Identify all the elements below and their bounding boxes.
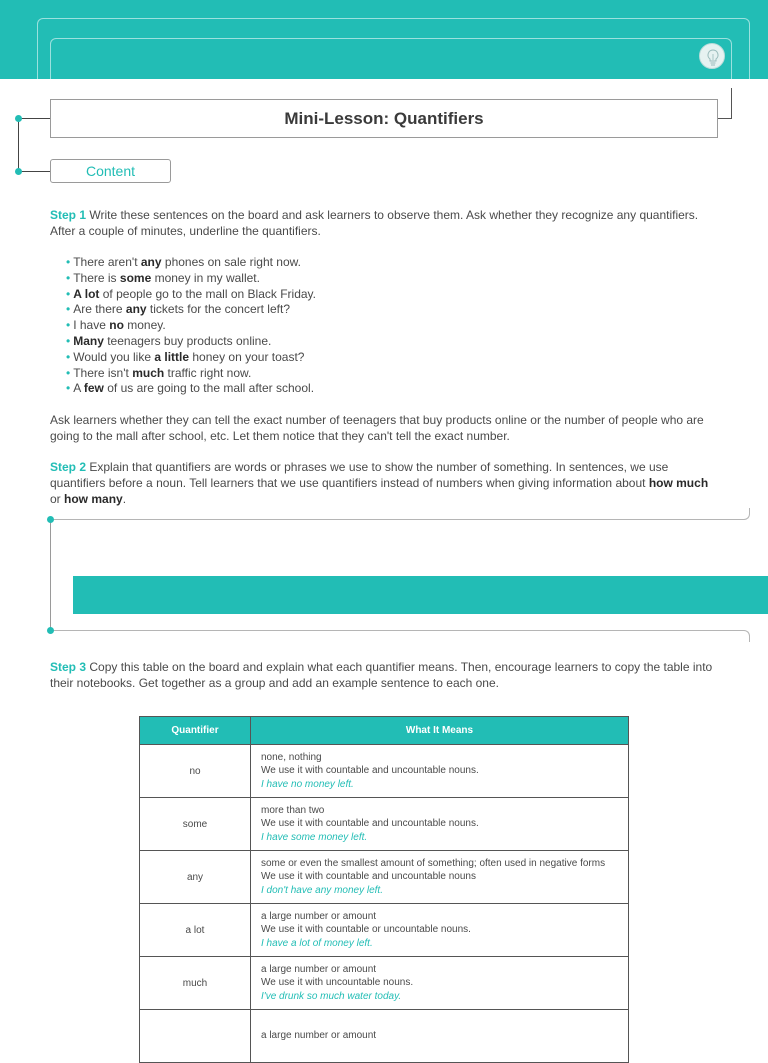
step-3-label: Step 3 bbox=[50, 660, 87, 674]
connector-dot bbox=[47, 627, 54, 634]
step-1-label: Step 1 bbox=[50, 208, 87, 222]
list-item: • I have no money. bbox=[66, 318, 566, 334]
connector-dot bbox=[15, 115, 22, 122]
table-row bbox=[140, 957, 629, 1010]
section-frame bbox=[50, 519, 750, 631]
meaning-cell: none, nothing We use it with countable and uncountable nouns. I have no money left. bbox=[251, 745, 629, 798]
table-row bbox=[140, 851, 629, 904]
connector-dot bbox=[47, 516, 54, 523]
quantifier-cell: a lot bbox=[140, 904, 251, 957]
connector-line bbox=[18, 118, 19, 172]
table-row bbox=[140, 798, 629, 851]
lesson-title-box bbox=[50, 99, 718, 138]
section-frame bbox=[50, 630, 750, 642]
step-2-paragraph: Step 2 Explain that quantifiers are words or phrases we use to show the number of something. In sentences, we use quantifiers before a noun. Tell learners that we use quantifiers instead of numbers when giving information about how much or how many. bbox=[50, 460, 709, 506]
meaning-cell: more than two We use it with countable and uncountable nouns. I have some money left. bbox=[251, 798, 629, 851]
meaning-cell: a large number or amount We use it with countable or uncountable nouns. I have a lot of money left. bbox=[251, 904, 629, 957]
page-title: Mini-Lesson: Quantifiers bbox=[284, 108, 484, 128]
table-header-meaning: What It Means bbox=[251, 717, 629, 745]
connector-line bbox=[18, 118, 50, 119]
connector-line bbox=[731, 88, 732, 119]
step-1-paragraph bbox=[50, 207, 720, 239]
lightbulb-icon bbox=[699, 43, 725, 69]
table-header-quantifier: Quantifier bbox=[140, 717, 251, 745]
meaning-cell: a large number or amount We use it with uncountable nouns. I've drunk so much water today. bbox=[251, 957, 629, 1010]
section-tab-label: Content bbox=[85, 163, 136, 179]
quantifier-cell bbox=[140, 1010, 251, 1063]
list-item: • There isn't much traffic right now. bbox=[66, 366, 566, 382]
quantifier-cell: some bbox=[140, 798, 251, 851]
meaning-cell: a large number or amount bbox=[251, 1010, 629, 1063]
quantifier-cell: any bbox=[140, 851, 251, 904]
connector-dot bbox=[15, 168, 22, 175]
list-item: • Are there any tickets for the concert left? bbox=[66, 302, 566, 318]
example-sentence-list bbox=[66, 255, 566, 397]
section-tab-content bbox=[50, 159, 171, 183]
quantifier-cell: no bbox=[140, 745, 251, 798]
list-item: • There is some money in my wallet. bbox=[66, 271, 566, 287]
table-row bbox=[140, 904, 629, 957]
connector-line bbox=[18, 171, 50, 172]
header-frame-inner bbox=[50, 38, 732, 88]
list-item: • Many teenagers buy products online. bbox=[66, 334, 566, 350]
list-item: • A lot of people go to the mall on Black Friday. bbox=[66, 287, 566, 303]
table-row bbox=[140, 745, 629, 798]
quantifier-table bbox=[139, 716, 629, 1063]
follow-up-paragraph: Ask learners whether they can tell the exact number of teenagers that buy products online or the number of people who are going to the mall after school, etc. Let them notice that they can't tell the exact number. bbox=[50, 413, 704, 443]
meaning-cell: some or even the smallest amount of something; often used in negative forms We use it with countable and uncountable nouns I don't have any money left. bbox=[251, 851, 629, 904]
section-divider-bar bbox=[73, 576, 768, 614]
list-item: • Would you like a little honey on your toast? bbox=[66, 350, 566, 366]
quantifier-cell: much bbox=[140, 957, 251, 1010]
step-2-label: Step 2 bbox=[50, 460, 87, 474]
list-item: • A few of us are going to the mall after school. bbox=[66, 381, 566, 397]
step-3-paragraph: Step 3 Copy this table on the board and explain what each quantifier means. Then, encourage learners to copy the table into their notebooks. Get together as a group and add an example sentence to each one. bbox=[50, 660, 713, 690]
connector-line bbox=[718, 118, 731, 119]
list-item: • There aren't any phones on sale right now. bbox=[66, 255, 566, 271]
table-row bbox=[140, 1010, 629, 1063]
step-1-text: Write these sentences on the board and ask learners to observe them. Ask whether they recognize any quantifiers. After a couple of minutes, underline the quantifiers. bbox=[50, 208, 699, 238]
